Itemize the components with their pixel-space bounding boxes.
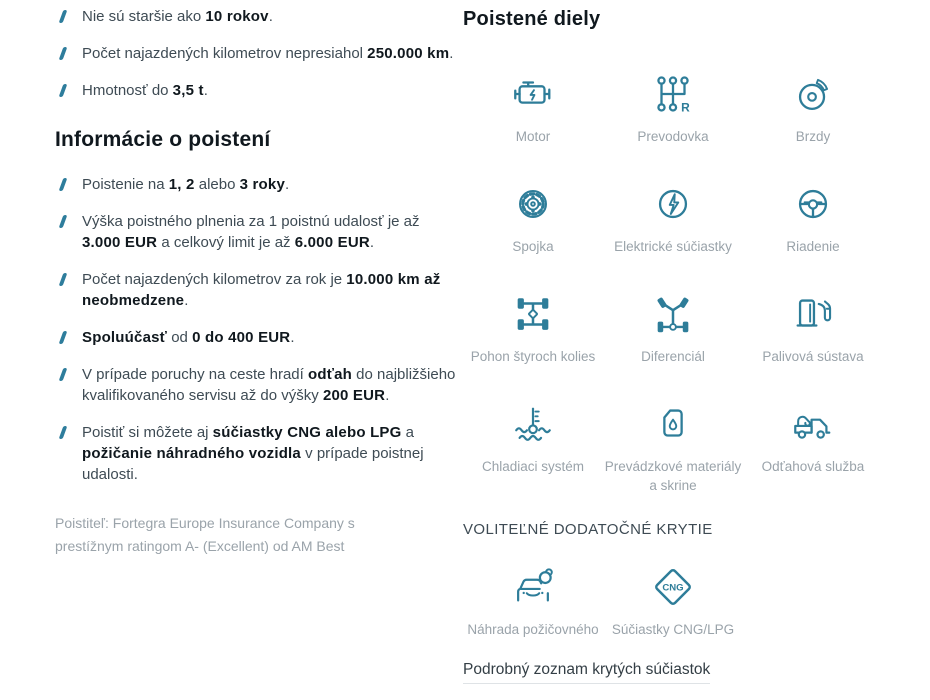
list-item: Hmotnosť do 3,5 t. <box>55 80 459 101</box>
cooling-system-icon <box>510 399 556 449</box>
vehicle-conditions-list <box>55 6 459 101</box>
covered-part-prevodovka <box>603 51 743 161</box>
covered-parts-grid <box>463 51 893 495</box>
slash-bullet-icon <box>59 368 67 381</box>
covered-parts-details-link[interactable]: Podrobný zoznam krytých súčiastok <box>463 661 710 684</box>
slash-bullet-icon <box>59 426 67 439</box>
slash-bullet-icon <box>59 215 67 228</box>
fuel-system-icon <box>790 289 836 339</box>
covered-part-label: Chladiaci systém <box>481 459 585 474</box>
covered-part-motor <box>463 51 603 161</box>
slash-bullet-icon <box>59 273 67 286</box>
differential-icon <box>650 289 696 339</box>
covered-part-brzdy <box>743 51 883 161</box>
optional-coverage-heading: VOLITEĽNÉ DODATOČNÉ KRYTIE <box>463 521 713 538</box>
covered-part-label: Prevodovka <box>637 129 709 144</box>
tow-truck-icon <box>790 399 836 449</box>
covered-part-label: Elektrické súčiastky <box>614 239 732 254</box>
rental-car-icon <box>510 562 556 612</box>
list-item: Spoluúčasť od 0 do 400 EUR. <box>55 327 459 348</box>
optional-part-label: Náhrada požičovného <box>467 622 599 637</box>
covered-part-elektricke <box>603 161 743 271</box>
covered-part-label: Odťahová služba <box>761 459 865 474</box>
list-item: Poistiť si môžete aj súčiastky CNG alebo LPG a požičanie náhradného vozidla v prípade poistnej udalosti. <box>55 422 459 485</box>
gearbox-icon <box>650 69 696 119</box>
optional-part-nahrada <box>463 544 603 639</box>
slash-bullet-icon <box>59 84 67 97</box>
covered-part-prevadzkove <box>603 381 743 495</box>
list-item: Výška poistného plnenia za 1 poistnú udalosť je až 3.000 EUR a celkový limit je až 6.000 EUR. <box>55 211 459 253</box>
list-item: Počet najazdených kilometrov nepresiahol 250.000 km. <box>55 43 459 64</box>
optional-coverage-grid <box>463 544 893 639</box>
svg-text:CNG: CNG <box>662 582 684 594</box>
optional-part-label: Súčiastky CNG/LPG <box>611 622 735 637</box>
insurance-info-column <box>55 6 459 572</box>
engine-icon <box>510 69 556 119</box>
covered-parts-column <box>463 8 893 684</box>
covered-part-odtahova <box>743 381 883 495</box>
steering-icon <box>790 179 836 229</box>
cng-diamond-icon <box>650 562 696 612</box>
covered-part-label: Pohon štyroch kolies <box>470 349 596 364</box>
electrical-icon <box>650 179 696 229</box>
covered-part-chladiaci <box>463 381 603 495</box>
insurance-info-heading: Informácie o poistení <box>55 128 271 151</box>
covered-part-label: Spojka <box>512 239 554 254</box>
fluids-canister-icon <box>650 399 696 449</box>
list-item: Poistenie na 1, 2 alebo 3 roky. <box>55 174 459 195</box>
covered-part-diferencial <box>603 271 743 381</box>
covered-part-pohon <box>463 271 603 381</box>
slash-bullet-icon <box>59 178 67 191</box>
covered-part-label: Diferenciál <box>641 349 705 364</box>
brakes-icon <box>790 69 836 119</box>
clutch-icon <box>510 179 556 229</box>
covered-part-label: Brzdy <box>795 129 831 144</box>
slash-bullet-icon <box>59 331 67 344</box>
covered-part-label: Palivová sústava <box>762 349 864 364</box>
covered-part-palivova <box>743 271 883 381</box>
awd-icon <box>510 289 556 339</box>
svg-text:R: R <box>681 100 690 115</box>
insurance-details-list <box>55 174 459 485</box>
slash-bullet-icon <box>59 47 67 60</box>
covered-part-label: Riadenie <box>786 239 840 254</box>
covered-part-label: Prevádzkové materiály a skrine <box>604 459 742 493</box>
list-item: V prípade poruchy na ceste hradí odťah do najbližšieho kvalifikovaného servisu až do výšky 200 EUR. <box>55 364 459 406</box>
covered-part-riadenie <box>743 161 883 271</box>
covered-part-label: Motor <box>515 129 551 144</box>
slash-bullet-icon <box>59 10 67 23</box>
insurer-note: Poistiteľ: Fortegra Europe Insurance Company s prestížnym ratingom A- (Excellent) od AM Best <box>55 515 355 554</box>
list-item: Nie sú staršie ako 10 rokov. <box>55 6 459 27</box>
optional-part-cng <box>603 544 743 639</box>
covered-parts-heading: Poistené diely <box>463 8 601 30</box>
list-item: Počet najazdených kilometrov za rok je 10.000 km až neobmedzene. <box>55 269 459 311</box>
covered-part-spojka <box>463 161 603 271</box>
